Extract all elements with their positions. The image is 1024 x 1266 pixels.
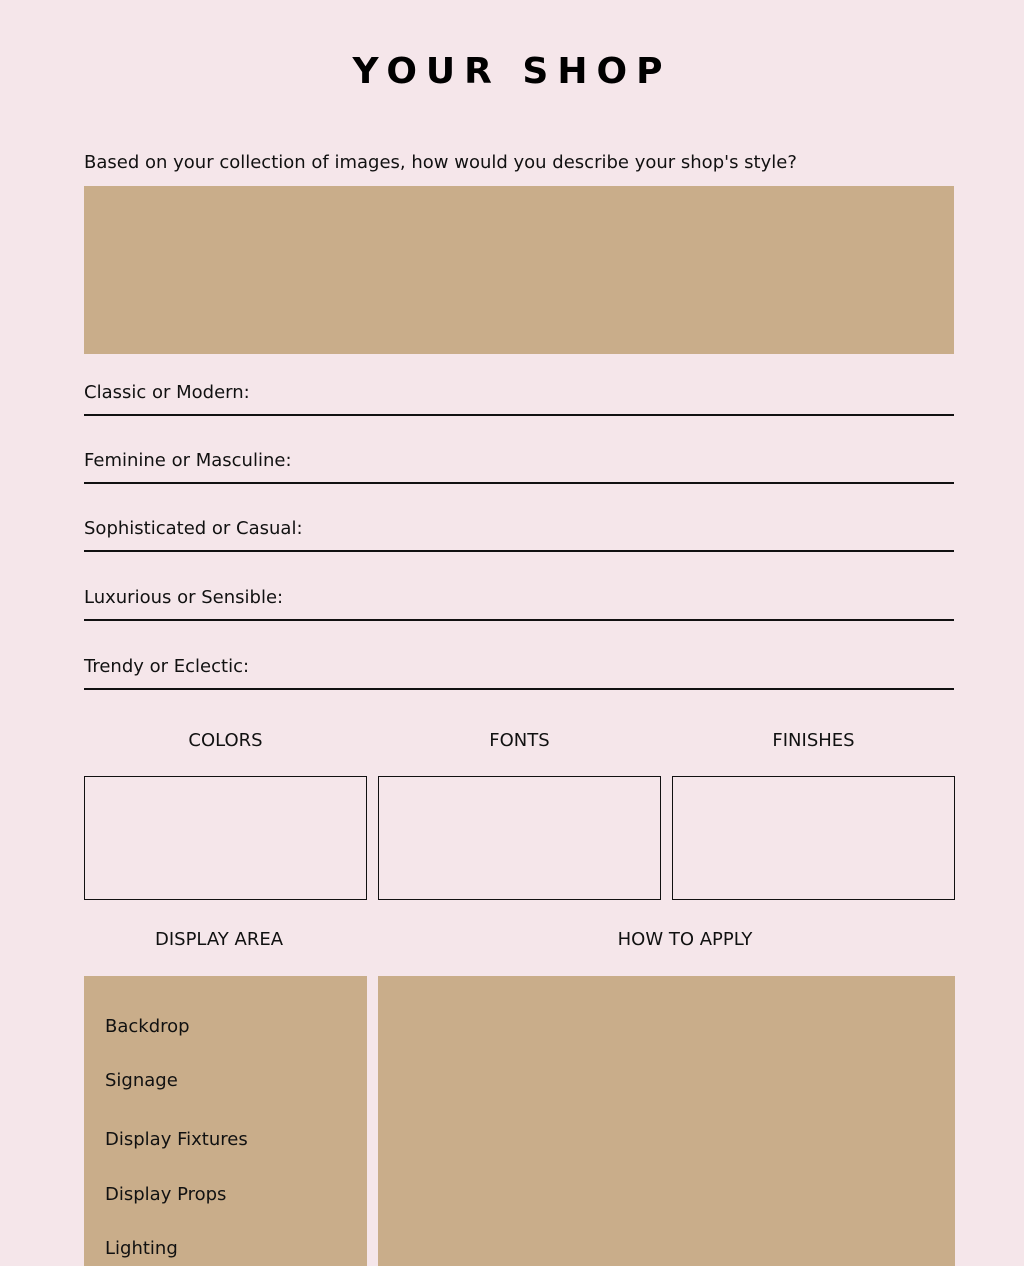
style-description-box[interactable] <box>84 186 954 354</box>
feminine-masculine-field[interactable] <box>84 452 954 484</box>
how-to-apply-heading: HOW TO APPLY <box>617 929 753 950</box>
display-item-backdrop: Backdrop <box>105 1016 190 1037</box>
luxurious-sensible-field[interactable] <box>84 589 954 621</box>
sophisticated-casual-label: Sophisticated or Casual: <box>84 518 303 539</box>
sophisticated-casual-field[interactable] <box>84 520 954 552</box>
classic-modern-field[interactable] <box>84 384 954 416</box>
display-item-lighting: Lighting <box>105 1238 178 1259</box>
display-area-heading: DISPLAY AREA <box>154 929 284 950</box>
display-item-signage: Signage <box>105 1070 178 1091</box>
feminine-masculine-label: Feminine or Masculine: <box>84 450 292 471</box>
trendy-eclectic-label: Trendy or Eclectic: <box>84 656 250 677</box>
luxurious-sensible-label: Luxurious or Sensible: <box>84 587 284 608</box>
display-item-display-fixtures: Display Fixtures <box>105 1129 248 1150</box>
classic-modern-label: Classic or Modern: <box>84 382 250 403</box>
colors-heading: COLORS <box>188 730 263 751</box>
finishes-heading: FINISHES <box>772 730 855 751</box>
finishes-box[interactable] <box>672 776 955 900</box>
fonts-heading: FONTS <box>489 730 550 751</box>
colors-box[interactable] <box>84 776 367 900</box>
page-title: YOUR SHOP <box>352 51 672 92</box>
how-to-apply-box[interactable] <box>378 976 955 1266</box>
style-question: Based on your collection of images, how would you describe your shop's style? <box>84 152 797 173</box>
fonts-box[interactable] <box>378 776 661 900</box>
display-item-display-props: Display Props <box>105 1184 227 1205</box>
trendy-eclectic-field[interactable] <box>84 658 954 690</box>
